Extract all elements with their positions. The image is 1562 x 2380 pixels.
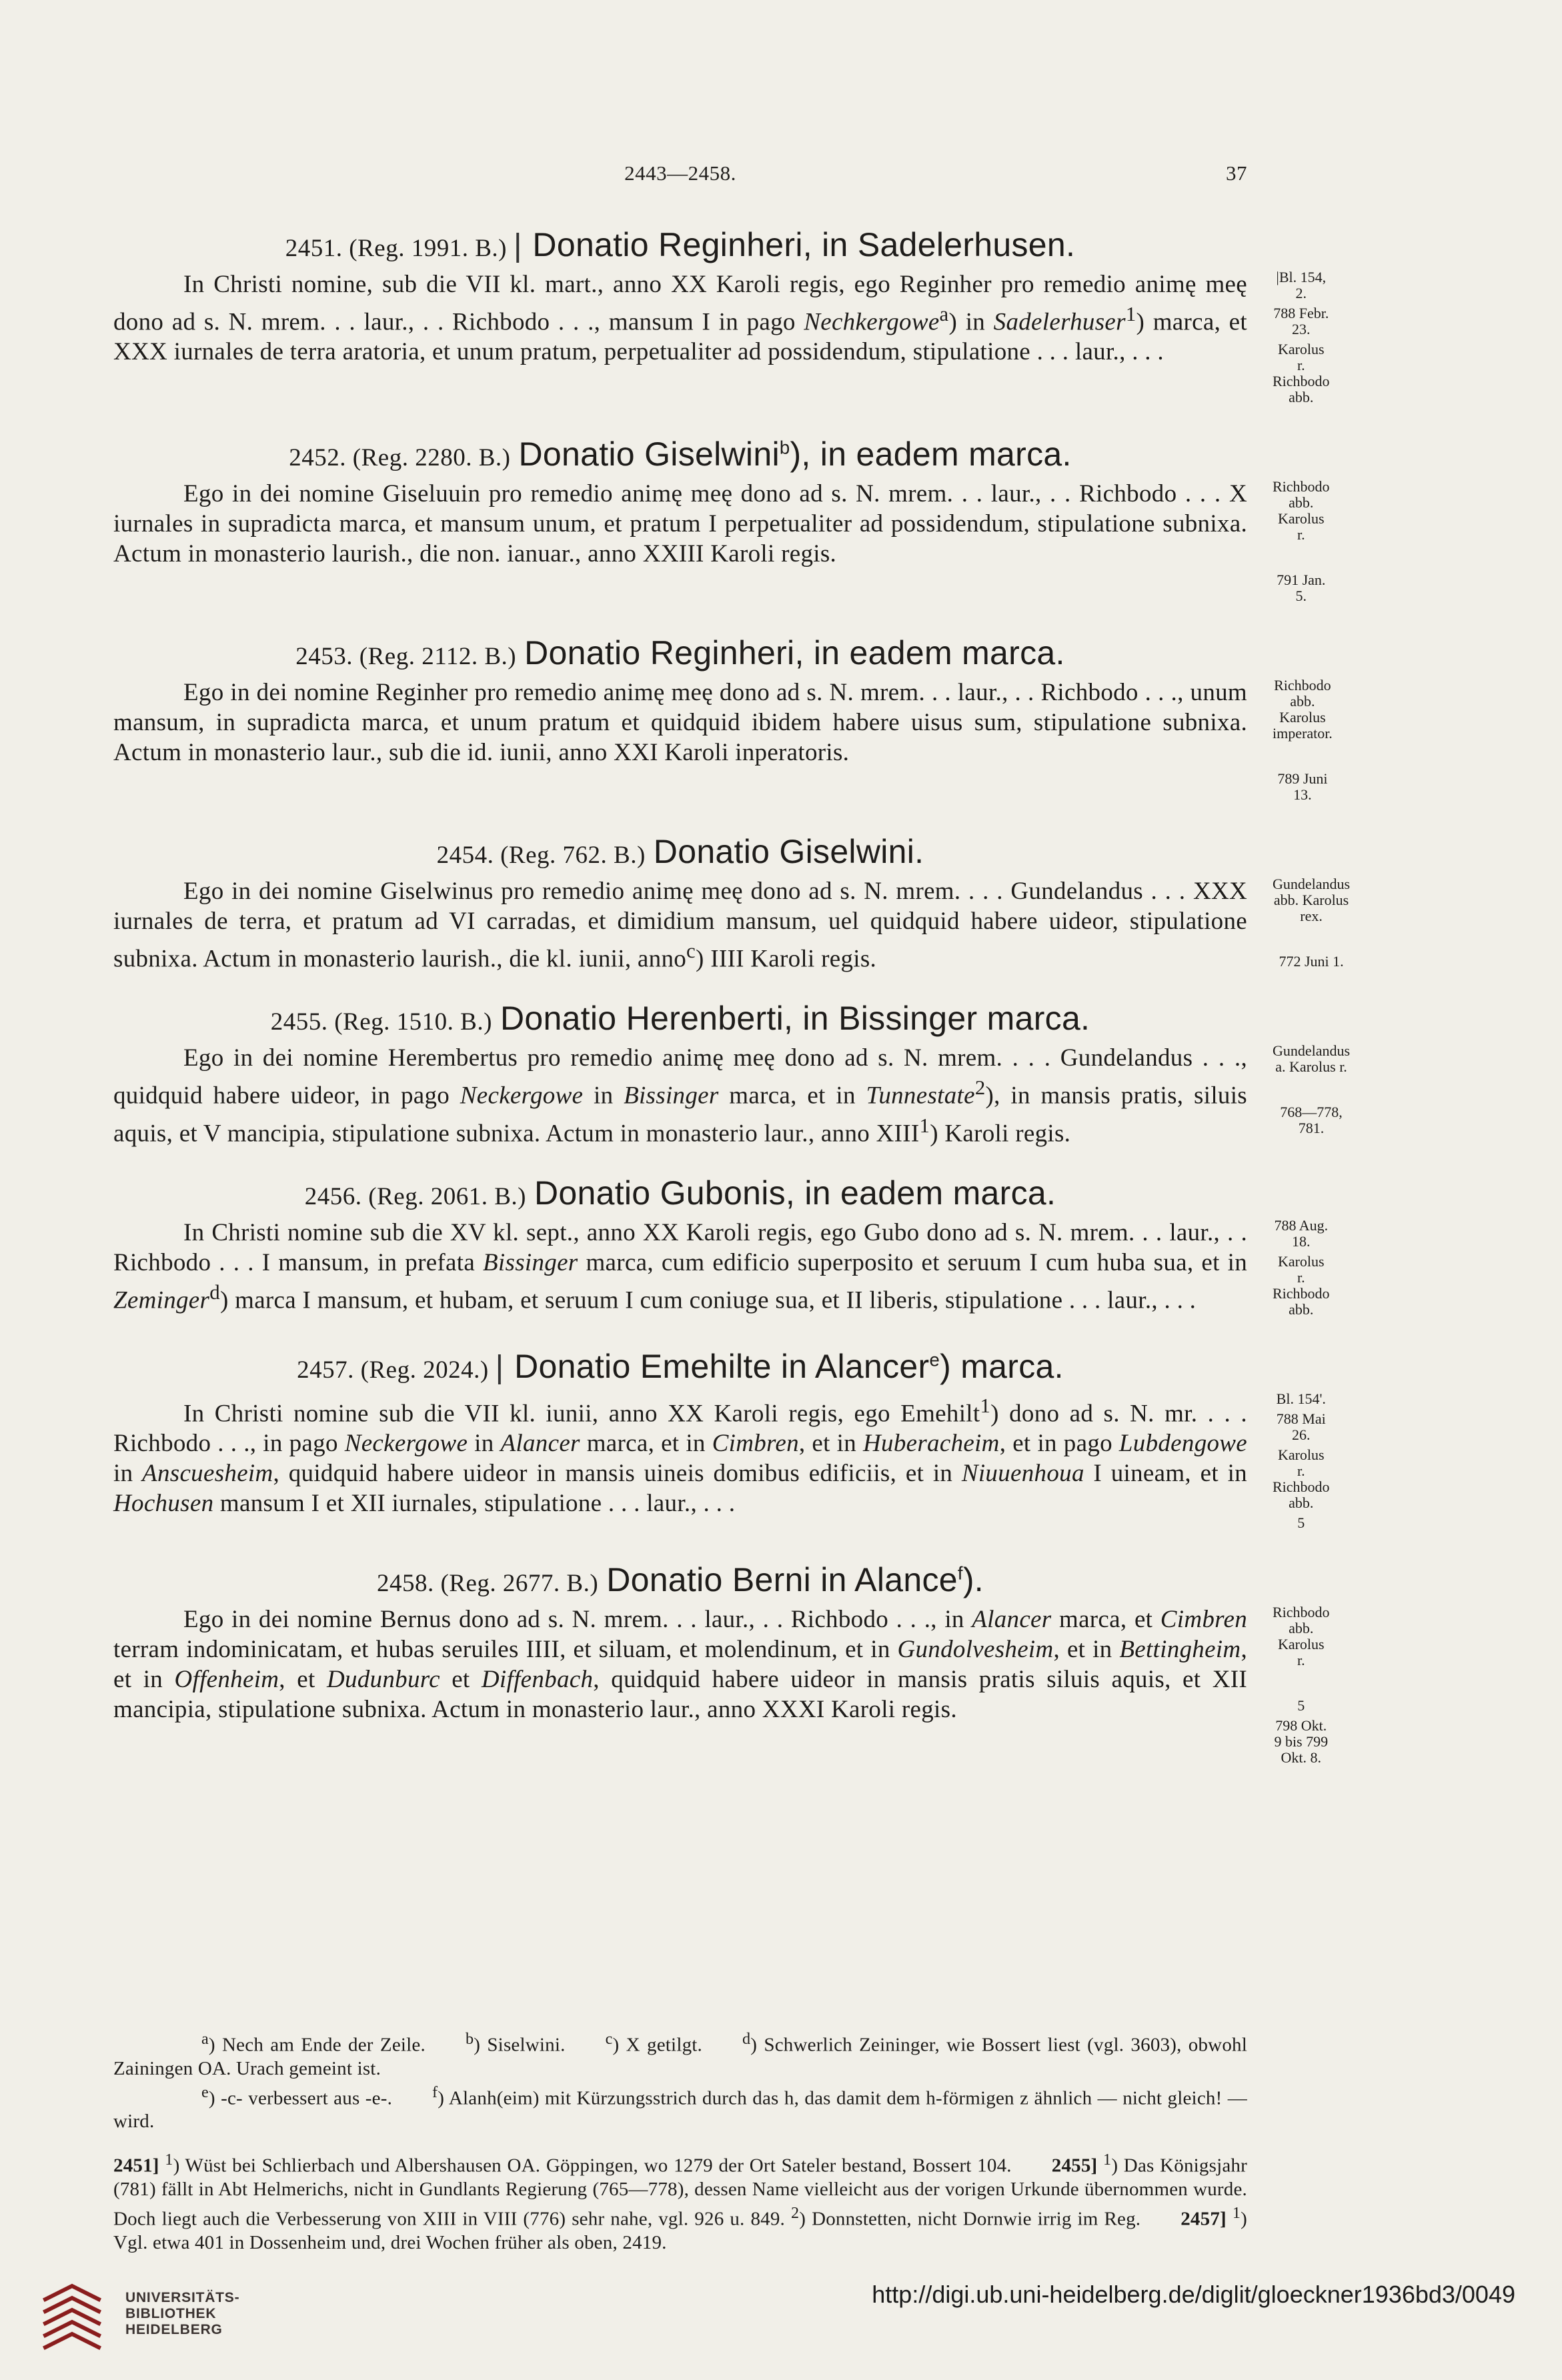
page-range: 2443—2458. [624,161,736,185]
entry-title: Donatio Giselwini. [653,833,924,870]
entry-text: In Christi nomine sub die XV kl. sept., anno XX Karoli regis, ego Gubo dono ad s. N. mrem. . . laur., . . Richbodo . . . I mansum, in prefata Bissinger marca, cum edificio superposito et seruum I cum huba sua, et in Zeminger$^d$) marca I mansum, et hubam, et seruum I cum coniuge sua, et II liberis, stipulatione . . . laur., . . . [113,1218,1248,1314]
entry-register-ref: 2456. (Reg. 2061. B.) [304,1182,526,1210]
entry-register-ref: 2454. (Reg. 762. B.) [436,842,646,869]
footer [0,2267,1562,2380]
margin-note: Richbodo abb. Karolus r. [1273,1603,1330,1668]
margin-note: 5 [1297,1696,1305,1714]
margin-notes [1247,479,1330,608]
margin-note: |Bl. 154, 2. [1276,269,1327,301]
entry-heading [113,429,1247,479]
charter-entry [113,220,1330,409]
library-name-line: BIBLIOTHEK [125,2306,217,2321]
entry-title: Donatio Emehilte in Alancer$^e$) marca. [514,1347,1064,1385]
entry-heading [113,220,1247,269]
entry-heading [113,1342,1247,1391]
entry-title: Donatio Berni in Alance$^f$). [606,1560,984,1598]
page-number: 37 [1226,161,1247,185]
margin-note: 788 Febr. 23. [1273,305,1329,337]
charter-entry [113,994,1351,1148]
entry-text: Ego in dei nomine Herembertus pro remedio animę meę dono ad s. N. mrem. . . . Gundelandus . . ., quidquid habere uideor, in pago Neckergowe in Bissinger marca, et in Tunnestate$^2$), in mansis pratis, siluis aquis, et V mancipia, stipulatione subnixa. Actum in monasterio laur., anno XIII$^1$) Karoli regis. [113,1044,1247,1147]
margin-note: Bl. 154'. [1276,1390,1326,1407]
margin-note: Gundelandus a. Karolus r. [1273,1042,1351,1076]
footnote-line: $^a$) Nech am Ende der Zeile. $^b$) Siselwini. $^c$) X getilgt. $^d$) Schwerlich Zeininger, wie Bossert liest (vgl. 3603), obwohl Zainingen OA. Urach gemeint ist. [113,2030,1247,2079]
margin-notes [1247,876,1350,974]
library-name [125,2290,239,2338]
charter-entry [113,429,1330,608]
entry-title: Donatio Reginheri, in eadem marca. [524,634,1065,672]
margin-note: Gundelandus abb. Karolus rex. [1273,876,1351,924]
charter-entry [113,1555,1330,1770]
margin-note: 788 Aug. 18. [1274,1216,1329,1250]
entry-register-ref: 2453. (Reg. 2112. B.) [295,643,517,670]
entry-register-ref: 2452. (Reg. 2280. B.) [289,444,511,471]
entry-text: Ego in dei nomine Bernus dono ad s. N. mrem. . . laur., . . Richbodo . . ., in Alancer marca, et Cimbren terram indominicatam, et hubas seruiles IIII, et siluam, et molendinum, et in Gundolvesheim, et in Bettingheim, et in Offenheim, et Dudunburc et Diffenbach, quidquid habere uideor in mansis pratis siluis aquis, et XII mancipia, stipulatione subnixa. Actum in monasterio laur., anno XXXI Karoli regis. [113,1605,1248,1723]
margin-note: Richbodo abb. Karolus imperator. [1273,677,1333,742]
entry-heading [113,994,1247,1043]
entry-text: In Christi nomine sub die VII kl. iunii, anno XX Karoli regis, ego Emehilt$^1$) dono ad s. N. mr. . . . Richbodo . . ., in pago Neckergowe in Alancer marca, et in Cimbren, et in Huberacheim, et in pago Lubdengowe in Anscuesheim, quidquid habere uideor in mansis uineis domibus edificiis, et in Niuuenhoua I uineam, et in Hochusen mansum I et XII iurnales, stipulatione . . . laur., . . . [113,1394,1247,1518]
entry-heading [113,628,1247,678]
library-logo-icon [32,2279,112,2359]
entry-text: In Christi nomine, sub die VII kl. mart., anno XX Karoli regis, ego Reginher pro remedio animę meę dono ad s. N. mrem. . . laur., . . Richbodo . . ., mansum I in pago Nechkergowe$^a$) in Sadelerhuser$^1$) marca, et XXX iurnales de terra aratoria, et unum pratum, perpetualiter ad possidendum, stipulatione . . . laur., . . . [113,271,1247,366]
margin-notes [1247,1604,1330,1770]
running-head [113,161,1247,195]
footnotes [113,2027,1247,2255]
margin-note: Richbodo abb. Karolus r. [1273,478,1330,543]
entry-title: Donatio Giselwini$^b$), in eadem marca. [518,435,1072,473]
margin-note: 788 Mai 26. [1276,1410,1326,1443]
entry-title: Donatio Gubonis, in eadem marca. [534,1174,1056,1212]
entry-heading [113,1168,1247,1218]
margin-notes [1247,678,1333,807]
entry-register-ref: 2455. (Reg. 1510. B.) [270,1008,492,1036]
margin-notes [1247,1043,1350,1140]
entry-text: Ego in dei nomine Giseluuin pro remedio animę meę dono ad s. N. mrem. . . laur., . . Richbodo . . . X iurnales in supradicta marca, et mansum unum, et pratum I perpetualiter ad possidendum, stipulatione subnixa. Actum in monasterio laurish., die non. ianuar., anno XXIII Karoli regis. [113,480,1247,567]
entry-heading [113,1555,1247,1604]
commentary-notes: 2451] $^1$) Wüst bei Schlierbach und Albershausen OA. Göppingen, wo 1279 der Ort Sateler bestand, Bossert 104. 2455] $^1$) Das Königsjahr (781) fällt in Abt Helmerichs, nicht in Gundlants Regierung (765—778), dessen Name vielleicht aus der vorigen Urkunde übernommen wurde. Doch liegt auch die Verbesserung von XIII in VIII (776) sehr nahe, vgl. 926 u. 849. $^2$) Donnstetten, nicht Dornwie irrig im Reg. 2457] $^1$) Vgl. etwa 401 in Dossenheim und, drei Wochen früher als oben, 2419. [113,2151,1247,2253]
source-url-link[interactable]: http://digi.ub.uni-heidelberg.de/diglit/gloeckner1936bd3/0049 [872,2281,1515,2308]
entry-title: Donatio Reginheri, in Sadelerhusen. [532,226,1076,263]
margin-note: Karolus r. Richbodo abb. [1273,1252,1330,1318]
library-name-line: UNIVERSITÄTS- [125,2290,240,2305]
entry-register-ref: 2458. (Reg. 2677. B.) [377,1569,599,1597]
entry-text: Ego in dei nomine Giselwinus pro remedio animę meę dono ad s. N. mrem. . . . Gundelandus . . . XXX iurnales de terra, et pratum ad VI carradas, et dimidium mansum, uel quidquid habere uideor, stipulatione subnixa. Actum in monasterio laurish., die kl. iunii, anno$^c$) IIII Karoli regis. [113,878,1247,973]
margin-notes [1247,1218,1330,1322]
charter-entry [113,827,1351,974]
footnote-line: $^e$) -c- verbessert aus -e-. $^f$) Alanh(eim) mit Kürzungsstrich durch das h, das damit dem h-förmigen z ähnlich — nicht gleich! — wird. [113,2083,1247,2133]
entry-register-ref: 2457. (Reg. 2024.) [297,1356,489,1384]
margin-note: 768—778, 781. [1280,1104,1343,1137]
entry-register-ref: 2451. (Reg. 1991. B.) [285,235,507,262]
entry-title: Donatio Herenberti, in Bissinger marca. [500,1000,1090,1038]
margin-note: 791 Jan. 5. [1277,571,1326,604]
folio-bar: | [495,1349,504,1385]
folio-bar: | [513,228,522,263]
charter-entry [113,1168,1330,1322]
margin-note: 789 Juni 13. [1277,770,1328,803]
entry-text: Ego in dei nomine Reginher pro remedio animę meę dono ad s. N. mrem. . . laur., . . Richbodo . . ., unum mansum, in supradicta marca, et unum pratum et quidquid ibidem habere uisus sum, stipulatione subnixa. Actum in monasterio laur., sub die id. iunii, anno XXI Karoli inperatoris. [113,679,1247,766]
margin-note: 5 [1297,1514,1305,1531]
entry-heading [113,827,1247,876]
margin-notes [1247,1391,1330,1535]
library-name-line: HEIDELBERG [125,2322,223,2337]
entries-list [113,220,1351,1790]
margin-note: 772 Juni 1. [1279,953,1344,970]
charter-entry [113,1342,1330,1535]
margin-note: 798 Okt. 9 bis 799 Okt. 8. [1274,1716,1329,1766]
margin-note: Karolus r. Richbodo abb. [1273,341,1330,405]
margin-note: Karolus r. Richbodo abb. [1273,1446,1330,1511]
margin-notes [1247,269,1330,409]
charter-entry [113,628,1333,807]
